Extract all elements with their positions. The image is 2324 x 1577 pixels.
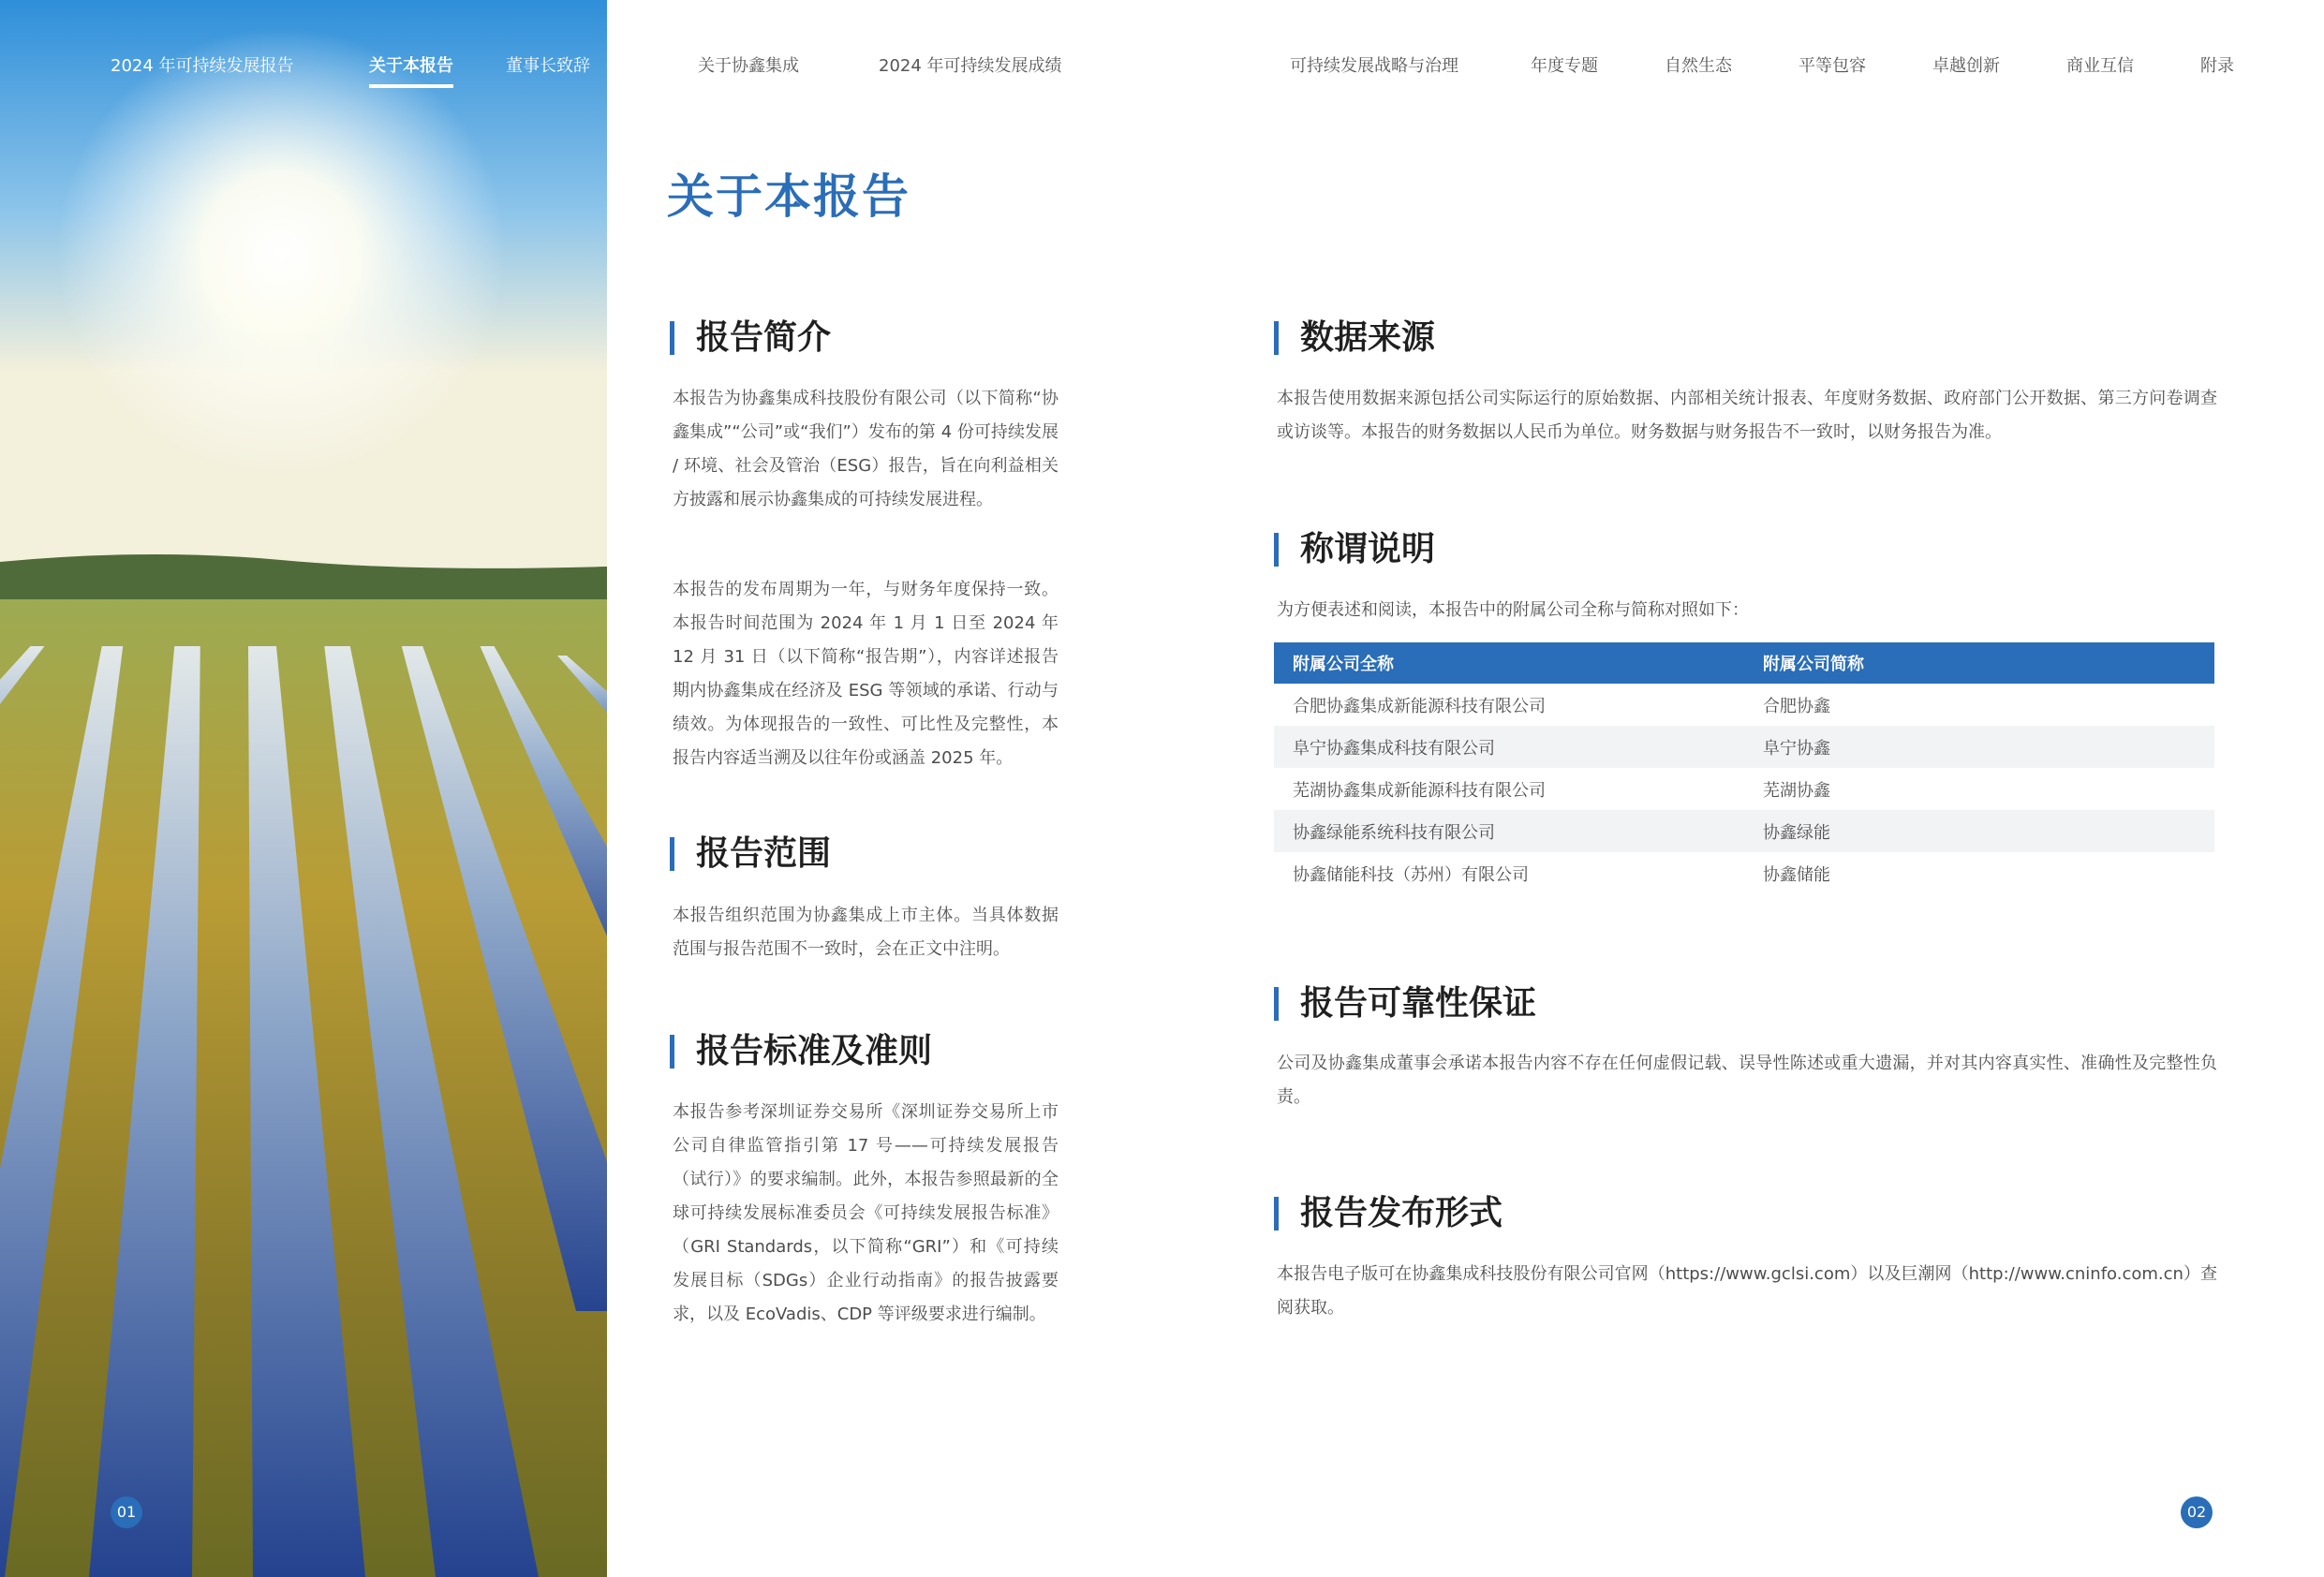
nav-tab-strategy-governance[interactable]: 可持续发展战略与治理 <box>1290 56 1458 76</box>
solar-farm-photo <box>0 0 607 1577</box>
header-short-name: 附属公司简称 <box>1744 642 2214 684</box>
section-title-reliability: 报告可靠性保证 <box>1274 983 1536 1024</box>
page-number-left: 01 <box>111 1496 142 1528</box>
reliability-paragraph: 公司及协鑫集成董事会承诺本报告内容不存在任何虚假记载、误导性陈述或重大遗漏，并对其内容真实性、准确性及完整性负责。 <box>1277 1054 2217 1107</box>
nav-tab-nature-ecology[interactable]: 自然生态 <box>1665 56 1732 76</box>
cell-full-name: 合肥协鑫集成新能源科技有限公司 <box>1293 696 1546 716</box>
section-title-publication: 报告发布形式 <box>1274 1193 1502 1234</box>
cell-full-name: 协鑫绿能系统科技有限公司 <box>1274 810 1744 852</box>
publication-paragraph: 本报告电子版可在协鑫集成科技股份有限公司官网（https://www.gclsi.com）以及巨潮网（http://www.cninfo.com.cn）查阅获取。 <box>1277 1264 2217 1318</box>
table-row <box>1274 684 2214 726</box>
cell-short-name: 芜湖协鑫 <box>1763 780 1830 801</box>
header-full-name: 附属公司全称 <box>1274 642 1744 684</box>
nav-tab-business-trust[interactable]: 商业互信 <box>2066 56 2134 76</box>
nav-tab-annual-topic[interactable]: 年度专题 <box>1531 56 1598 76</box>
page-title: 关于本报告 <box>667 169 910 224</box>
table-row <box>1274 726 2214 768</box>
section-title-standards: 报告标准及准则 <box>670 1031 932 1072</box>
cell-short-name: 协鑫储能 <box>1763 864 1830 885</box>
section-title-data-source: 数据来源 <box>1274 317 1435 359</box>
page-number-right: 02 <box>2181 1496 2213 1528</box>
active-tab-underline <box>369 84 453 88</box>
nav-tab-appendix[interactable]: 附录 <box>2200 56 2234 76</box>
table-row <box>1274 768 2214 810</box>
cell-full-name: 阜宁协鑫集成科技有限公司 <box>1274 726 1744 768</box>
section-title-scope: 报告范围 <box>670 833 831 875</box>
cell-full-name: 芜湖协鑫集成新能源科技有限公司 <box>1293 780 1546 801</box>
nav-tab-chairman-message[interactable]: 董事长致辞 <box>506 56 590 76</box>
affiliate-name-table <box>1274 642 2214 894</box>
nav-tab-innovation[interactable]: 卓越创新 <box>1932 56 2000 76</box>
table-row <box>1274 810 2214 852</box>
table-row <box>1274 852 2214 894</box>
nav-tab-label: 关于本报告 <box>369 56 453 76</box>
nav-tab-about-company[interactable]: 关于协鑫集成 <box>698 56 799 76</box>
cell-short-name: 协鑫绿能 <box>1744 810 2214 852</box>
cell-full-name: 协鑫储能科技（苏州）有限公司 <box>1293 864 1529 885</box>
nav-tab-achievements[interactable]: 2024 年可持续发展成绩 <box>879 56 1062 76</box>
naming-intro: 为方便表述和阅读，本报告中的附属公司全称与简称对照如下： <box>1277 600 1749 620</box>
section-title-naming: 称谓说明 <box>1274 529 1435 570</box>
nav-tab-about-report[interactable] <box>369 52 453 77</box>
intro-paragraph-1: 本报告为协鑫集成科技股份有限公司（以下简称“协鑫集成”“公司”或“我们”）发布的第 4 份可持续发展 / 环境、社会及管治（ESG）报告，旨在向利益相关方披露和展示协鑫集成的可持续发展进程。 <box>673 389 1058 509</box>
scope-paragraph: 本报告组织范围为协鑫集成上市主体。当具体数据范围与报告范围不一致时，会在正文中注明。 <box>673 906 1058 959</box>
data-source-paragraph: 本报告使用数据来源包括公司实际运行的原始数据、内部相关统计报表、年度财务数据、政府部门公开数据、第三方问卷调查或访谈等。本报告的财务数据以人民币为单位。财务数据与财务报告不一致时，以财务报告为准。 <box>1277 389 2217 442</box>
standards-paragraph: 本报告参考深圳证券交易所《深圳证券交易所上市公司自律监管指引第 17 号——可持续发展报告（试行）》的要求编制。此外，本报告参照最新的全球可持续发展标准委员会《可持续发展报告标准》（GRI Standards，以下简称“GRI”）和《可持续发展目标（SDGs）企业行动指南》的报告披露要求，以及 EcoVadis、CDP 等评级要求进行编制。 <box>673 1102 1058 1324</box>
nav-report-home[interactable]: 2024 年可持续发展报告 <box>111 56 294 76</box>
intro-paragraph-2: 本报告的发布周期为一年，与财务年度保持一致。本报告时间范围为 2024 年 1 月 1 日至 2024 年 12 月 31 日（以下简称“报告期”），内容详述报告期内协鑫集成在经济及 ESG 等领域的承诺、行动与绩效。为体现报告的一致性、可比性及完整性，本报告内容适当溯及以往年份或涵盖 2025 年。 <box>673 580 1058 768</box>
table-header-row <box>1274 642 2214 684</box>
cell-short-name: 合肥协鑫 <box>1763 696 1830 716</box>
nav-tab-equality-inclusion[interactable]: 平等包容 <box>1799 56 1866 76</box>
section-title-intro: 报告简介 <box>670 317 831 359</box>
cell-short-name: 阜宁协鑫 <box>1744 726 2214 768</box>
